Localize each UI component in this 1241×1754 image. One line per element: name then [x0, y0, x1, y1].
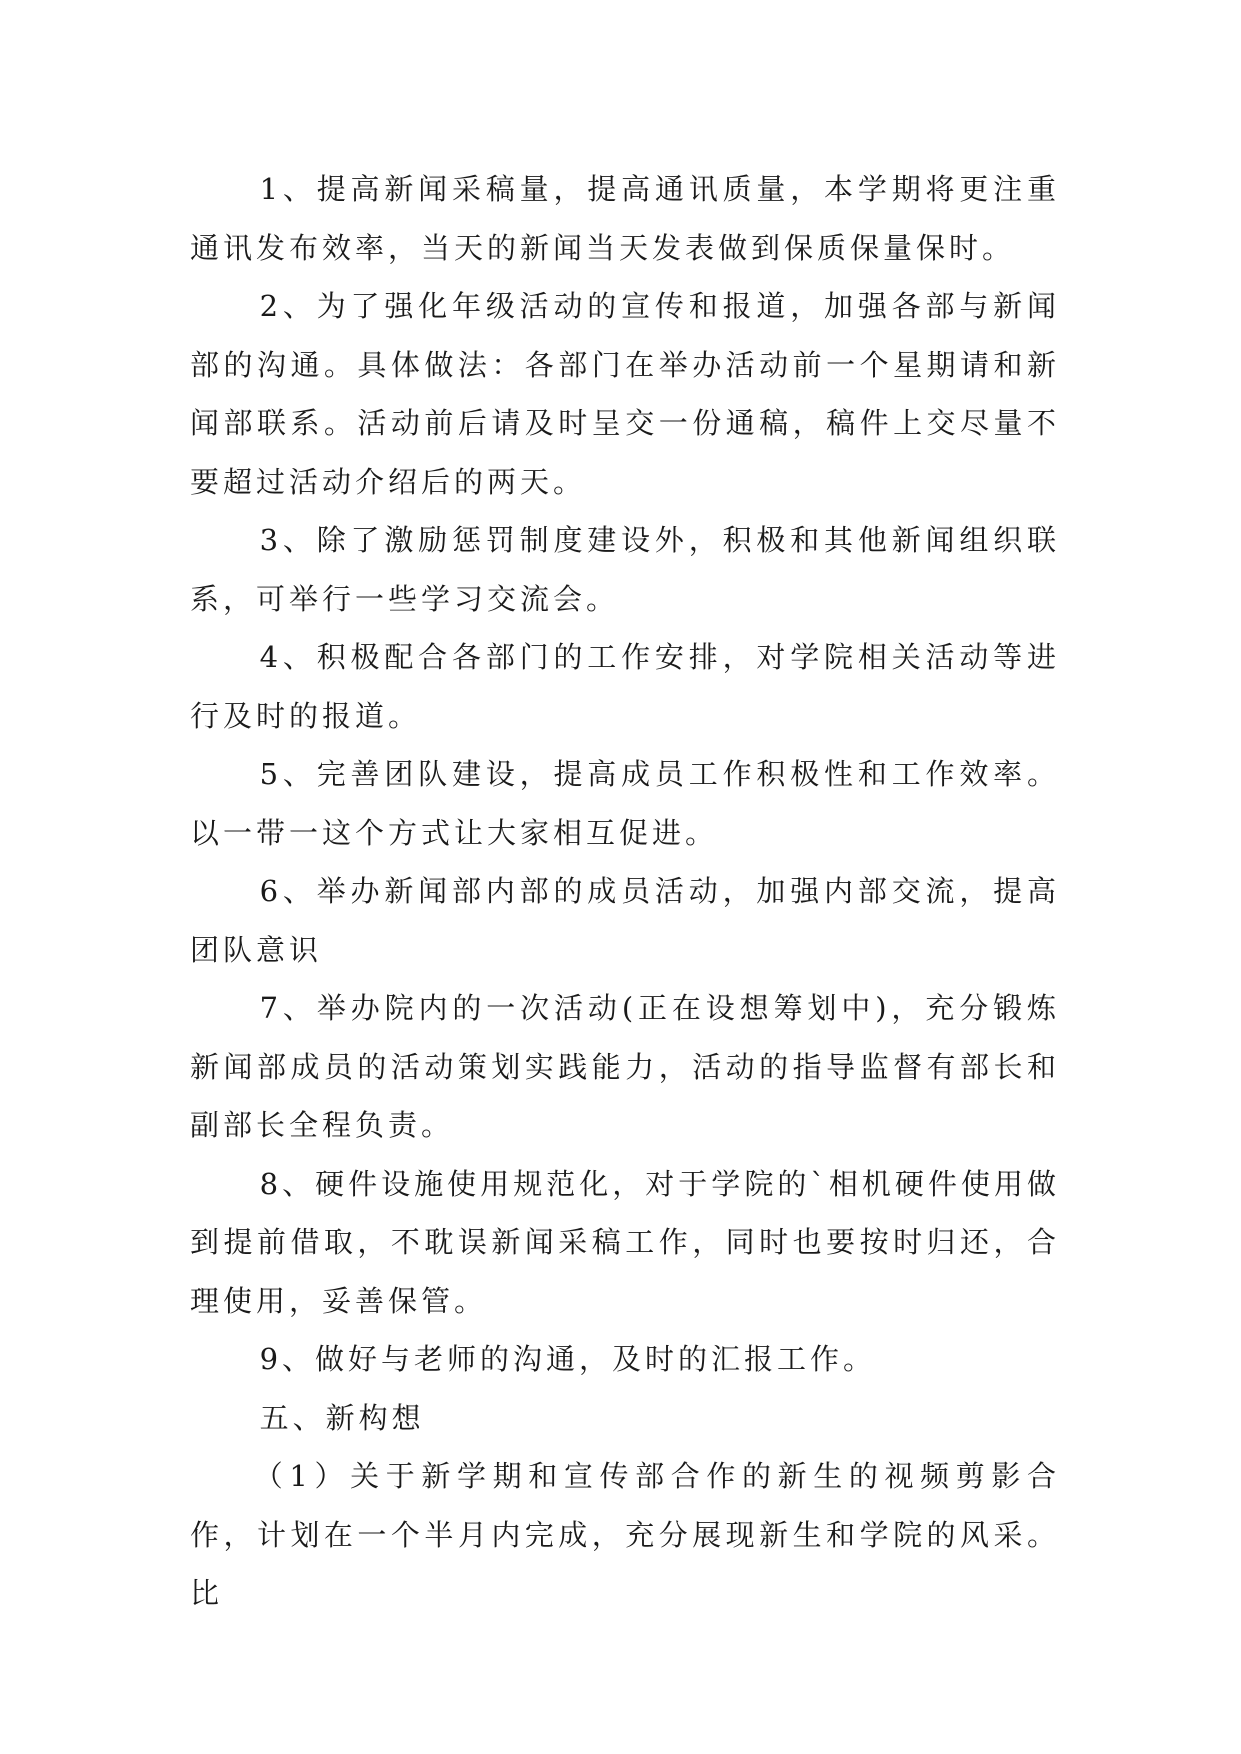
paragraph-item-6: 6、举办新闻部内部的成员活动，加强内部交流，提高团队意识 [190, 874, 1060, 967]
paragraph-item-1: 1、提高新闻采稿量，提高通讯质量，本学期将更注重通讯发布效率，当天的新闻当天发表做到保质保量保时。 [190, 172, 1060, 265]
sub-item-1: （1）关于新学期和宣传部合作的新生的视频剪影合作，计划在一个半月内完成，充分展现新生和学院的风采。 比 [190, 1459, 1060, 1610]
paragraph-item-3: 3、除了激励惩罚制度建设外，积极和其他新闻组织联系，可举行一些学习交流会。 [190, 523, 1060, 616]
paragraph-item-5: 5、完善团队建设，提高成员工作积极性和工作效率。以一带一这个方式让大家相互促进。 [190, 757, 1060, 850]
paragraph-item-2: 2、为了强化年级活动的宣传和报道，加强各部与新闻部的沟通。具体做法：各部门在举办活动前一个星期请和新闻部联系。活动前后请及时呈交一份通稿，稿件上交尽量不要超过活动介绍后的两天。 [190, 289, 1060, 499]
paragraph-item-8: 8、硬件设施使用规范化，对于学院的`相机硬件使用做到提前借取，不耽误新闻采稿工作，同时也要按时归还，合理使用，妥善保管。 [190, 1166, 1060, 1318]
paragraph-item-9: 9、做好与老师的沟通，及时的汇报工作。 [259, 1342, 877, 1376]
document-body [190, 160, 1060, 1623]
paragraph-item-7: 7、举办院内的一次活动(正在设想筹划中)，充分锻炼新闻部成员的活动策划实践能力，活动的指导监督有部长和副部长全程负责。 [190, 991, 1060, 1142]
section-heading: 五、新构想 [259, 1400, 425, 1435]
paragraph-item-4: 4、积极配合各部门的工作安排，对学院相关活动等进行及时的报道。 [190, 640, 1060, 733]
